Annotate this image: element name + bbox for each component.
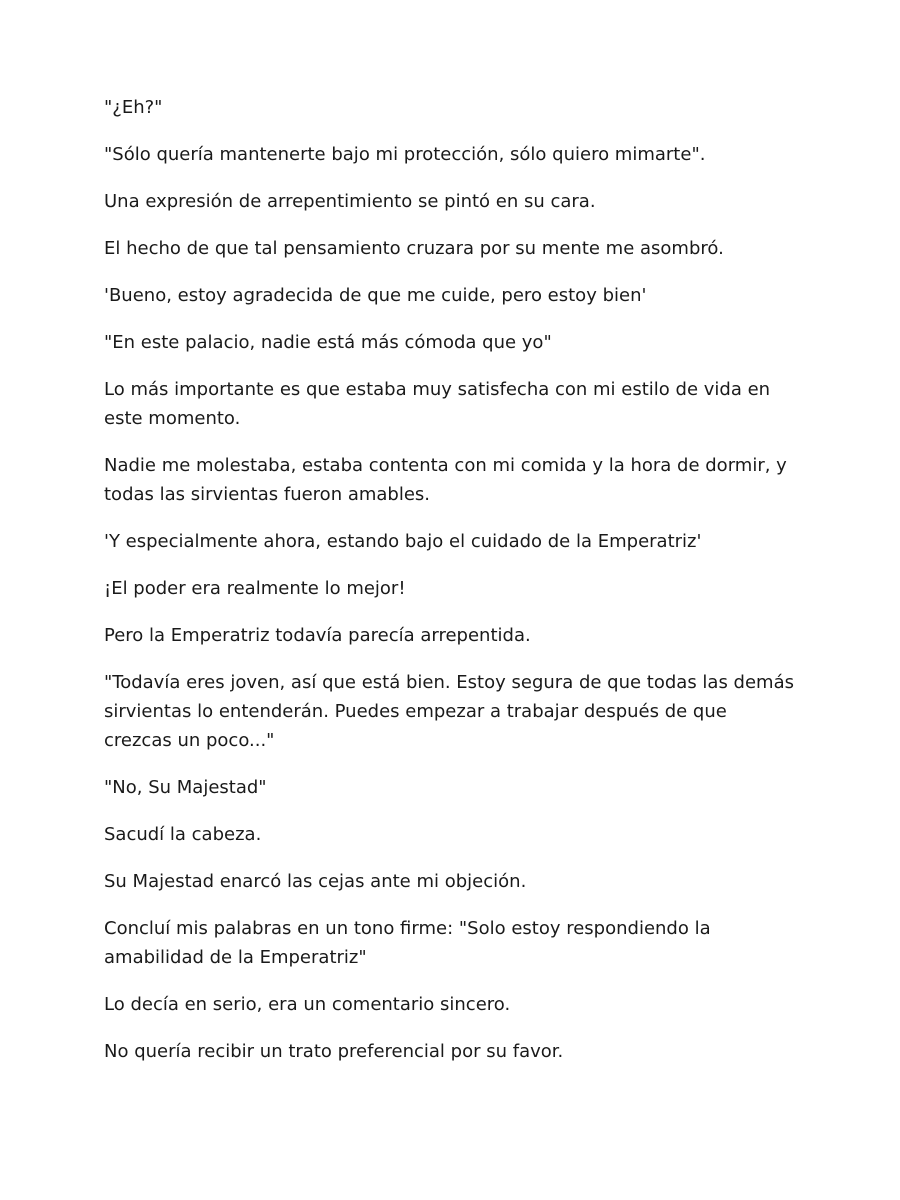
paragraph: No quería recibir un trato preferencial por su favor. xyxy=(104,1041,564,1062)
paragraph: "No, Su Majestad" xyxy=(104,777,267,798)
paragraph: Su Majestad enarcó las cejas ante mi objeción. xyxy=(104,871,527,892)
paragraph: "En este palacio, nadie está más cómoda que yo" xyxy=(104,332,552,353)
paragraph: 'Bueno, estoy agradecida de que me cuide, pero estoy bien' xyxy=(104,285,647,306)
paragraph: Lo decía en serio, era un comentario sincero. xyxy=(104,994,511,1015)
paragraph: "Sólo quería mantenerte bajo mi protección, sólo quiero mimarte". xyxy=(104,144,706,165)
text-column xyxy=(104,93,800,1066)
paragraph: "Todavía eres joven, así que está bien. Estoy segura de que todas las demás sirvientas lo entenderán. Puedes empezar a trabajar después de que crezcas un poco..." xyxy=(104,672,794,751)
paragraph: Una expresión de arrepentimiento se pintó en su cara. xyxy=(104,191,596,212)
paragraph: El hecho de que tal pensamiento cruzara por su mente me asombró. xyxy=(104,238,724,259)
paragraph: "¿Eh?" xyxy=(104,97,163,118)
paragraph: Concluí mis palabras en un tono firme: "Solo estoy respondiendo la amabilidad de la Emperatriz" xyxy=(104,918,711,968)
paragraph: ¡El poder era realmente lo mejor! xyxy=(104,578,406,599)
paragraph: Lo más importante es que estaba muy satisfecha con mi estilo de vida en este momento. xyxy=(104,379,771,429)
paragraph: Nadie me molestaba, estaba contenta con mi comida y la hora de dormir, y todas las sirvientas fueron amables. xyxy=(104,455,787,505)
paragraph: 'Y especialmente ahora, estando bajo el cuidado de la Emperatriz' xyxy=(104,531,702,552)
paragraph: Sacudí la cabeza. xyxy=(104,824,262,845)
paragraph: Pero la Emperatriz todavía parecía arrepentida. xyxy=(104,625,531,646)
